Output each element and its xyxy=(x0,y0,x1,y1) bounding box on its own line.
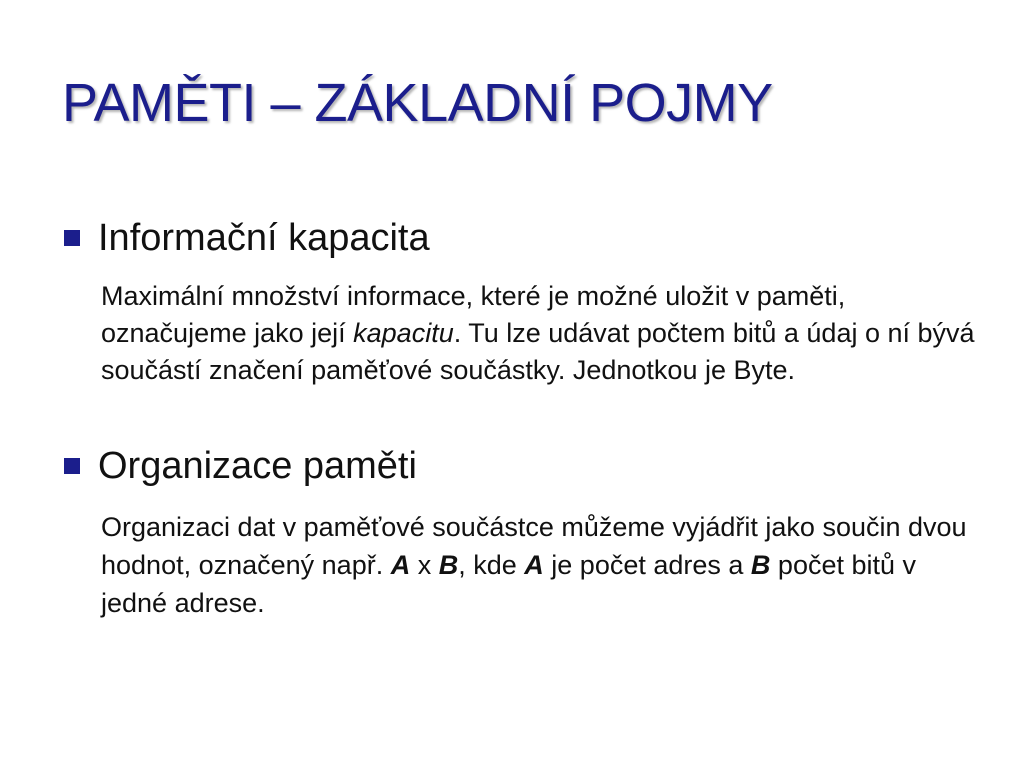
variable-a: A xyxy=(524,550,544,580)
section-organizace-pameti xyxy=(64,440,981,649)
section-informacni-kapacita xyxy=(64,212,981,416)
body-text-part: počet bitů v jedné adrese. xyxy=(101,550,917,618)
body-text-part: x xyxy=(410,550,439,580)
body-text-part: . Tu lze udávat počtem bitů a údaj o ní bývá součástí značení paměťové součástky. Jednotkou je Byte. xyxy=(101,318,975,385)
section-body xyxy=(101,278,981,389)
body-text-part: Maximální množství informace, které je možné uložit v paměti, označujeme jako její xyxy=(101,281,846,348)
emphasized-term: kapacitu xyxy=(353,318,454,348)
body-text-part: je počet adres a xyxy=(543,550,751,580)
section-heading: Informační kapacita xyxy=(98,216,430,259)
body-text-part: , kde xyxy=(458,550,525,580)
variable-b: B xyxy=(438,550,459,580)
section-body xyxy=(101,508,981,622)
variable-b: B xyxy=(750,550,771,580)
variable-a: A xyxy=(390,550,411,580)
section-heading: Organizace paměti xyxy=(98,444,417,487)
square-bullet-icon xyxy=(64,230,80,246)
bullet-row xyxy=(64,212,981,264)
body-text-part: Organizaci dat v paměťové součástce můžeme vyjádřit jako součin dvou hodnot, označený např. xyxy=(101,512,967,580)
slide-title: PAMĚTI – ZÁKLADNÍ POJMY xyxy=(62,73,773,133)
bullet-row xyxy=(64,440,981,492)
square-bullet-icon xyxy=(64,458,80,474)
